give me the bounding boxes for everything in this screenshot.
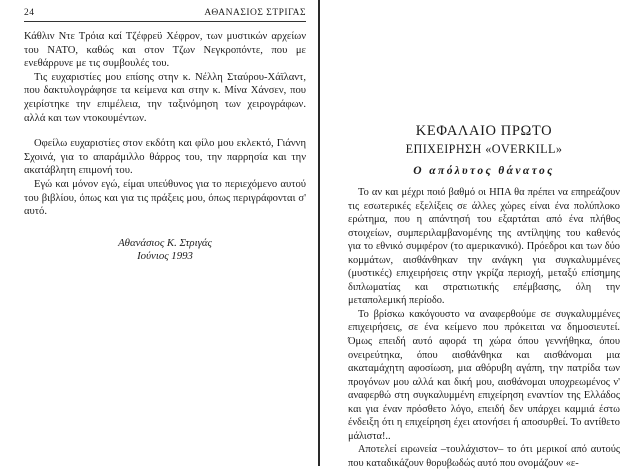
chapter-paragraph-1: Το αν και μέχρι ποιό βαθμό οι ΗΠΑ θα πρέπει να επηρεάζουν τις εσωτερικές εξελίξεις σε άλλες χώρες είναι ένα πολύπλοκο ερώτημα, που η απάντησή του εξαρτάται από ένα πλήθος στοιχείων, συμπεριλαμβανομένης της αντίληψης του καθενός για το εθνικό συμφέρον (το αμερικανικό). Πρόεδροι και των δύο κομμάτων, αισθάνθηκαν την ανάγκη για συγκαλυμμένες (μυστικές) επιχειρήσεις στην γκρίζα περιοχή, μεταξύ επίσημης διπλωματίας και στρατιωτικής επέμβασης, όλη την μεταπολεμική περίοδο. (348, 187, 620, 307)
acknowledgement-paragraph-3: Οφείλω ευχαριστίες στον εκδότη και φίλο μου εκλεκτό, Γιάννη Σχοινά, για το απαράμιλλο θάρρος του, την παρρησία και την ακατάβλητη επιμονή του. (24, 138, 306, 177)
chapter-body (348, 186, 620, 470)
book-gutter (318, 0, 320, 466)
acknowledgement-paragraph-1: Κάθλιν Ντε Τρόια καί Τζέφρεϋ Χέφρον, των μυστικών αρχείων του ΝΑΤΟ, καθώς και στον Τζων Νεγκροπόντε, που με ενεθάρρυνε με τις συμβουλές του. (24, 31, 306, 70)
page-number: 24 (24, 8, 35, 18)
acknowledgement-paragraph-2: Τις ευχαριστίες μου επίσης στην κ. Νέλλη Σταύρου-Χάϊλαντ, που δακτυλογράφησε τα κείμενα και στην κ. Μίνα Χάνσεν, που χειρίστηκε την επιμέλεια, την ταξινόμηση των χειρογράφων. αλλά και των ντοκουμέντων. (24, 71, 306, 124)
author-signature: Αθανάσιος Κ. Στριγάς (118, 236, 212, 249)
header-rule (24, 21, 306, 22)
chapter-title: ΚΕΦΑΛΑΙΟ ΠΡΩΤΟ (415, 123, 553, 139)
right-page (318, 0, 638, 469)
acknowledgement-paragraph-4: Εγώ και μόνον εγώ, είμαι υπεύθυνος για το περιεχόμενο αυτού του βιβλίου, όπως και για τις πράξεις μου, όπως περιγράφονται σ' αυτό. (24, 178, 306, 218)
chapter-paragraph-3: Αποτελεί ειρωνεία –τουλάχιστον– το ότι μερικοί από αυτούς που καταδικάζουν θορυβωδώς αυτό που ονομάζουν «ε- (348, 444, 620, 469)
left-page (0, 0, 318, 466)
chapter-heading (348, 122, 620, 178)
chapter-paragraph-2: Το βρίσκω κακόγουστο να αναφερθούμε σε συγκαλυμμένες επιχειρήσεις, σε ένα κείμενο που πρόκειται να δημοσιευτεί. Όμως επειδή αυτό αφορά τη χώρα όπου γεννήθηκα, όπου ονειρεύτηκα, όπου αισθάνθηκα και αισθάνομαι μια ακαταμάχητη αφοσίωση, μια αθόρυβη αγάπη, την πατρίδα των προγόνων μου αλλά και δική μου, αισθάνομαι υποχρεωμένος ν' αναφερθώ στη συγκαλυμμένη επιχείρηση εναντίον της Ελλάδος και για έναν πρόσθετο λόγο, επειδή δεν υπάρχει καμμιά έστω ένδειξη ότι η επιχείρηση έχει ατονήσει ή αποσυρθεί. Το αντίθετο μάλιστα!.. (348, 308, 620, 442)
chapter-subtitle: ΕΠΙΧΕΙΡΗΣΗ «OVERKILL» (405, 142, 563, 156)
signature-date: Ιούνιος 1993 (137, 250, 193, 263)
running-title: ΑΘΑΝΑΣΙΟΣ ΣΤΡΙΓΑΣ (204, 8, 306, 18)
running-head (24, 6, 306, 20)
section-title: Ο απόλυτος θάνατος (413, 165, 555, 177)
